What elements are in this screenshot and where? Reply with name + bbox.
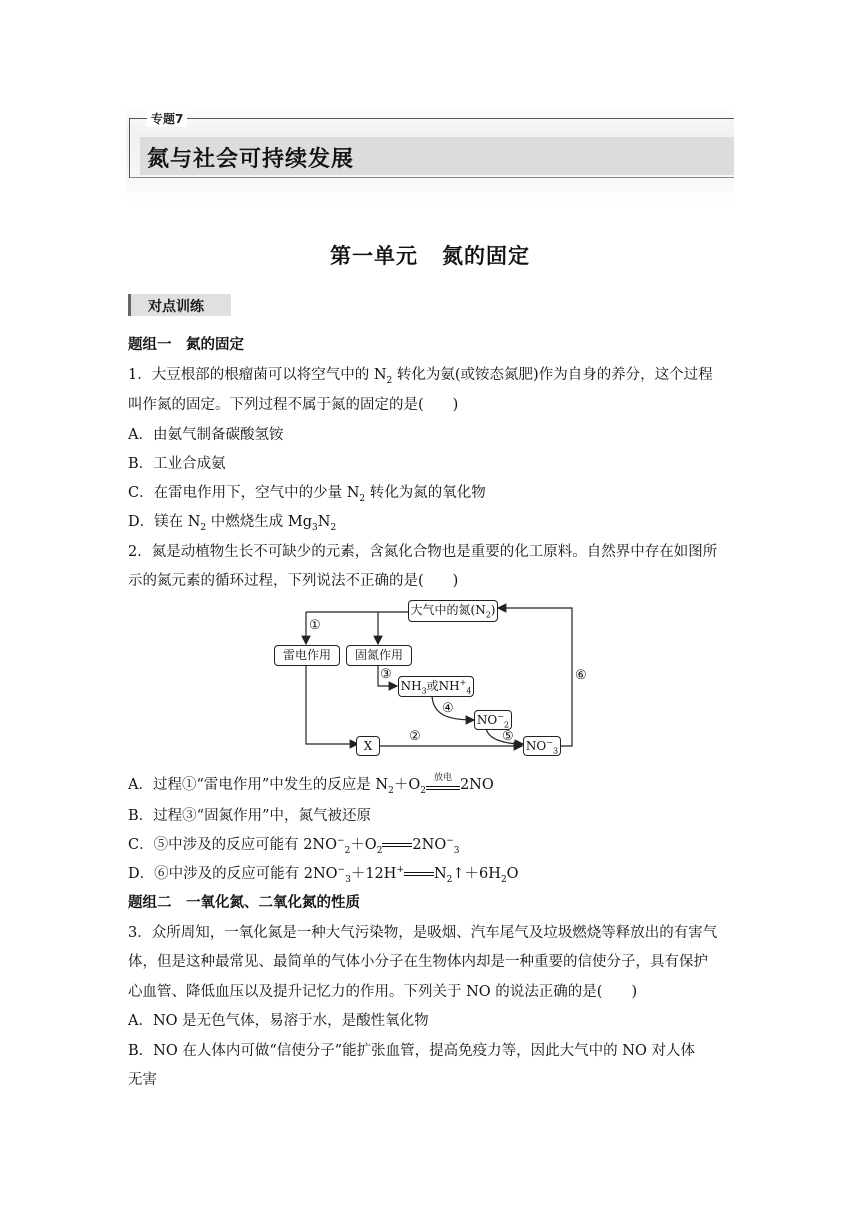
step-6-label: ⑥ — [575, 668, 587, 683]
step-1-label: ① — [309, 618, 321, 633]
option-c: C．⑤中涉及的反应可能有 $2NO^-_2+O_2$ $2NO^-_3$ — [128, 836, 460, 856]
topic-number: 专题7 — [147, 110, 187, 127]
group-label: 题组二 — [128, 895, 172, 911]
group-heading — [128, 335, 244, 355]
header-bottom-rule — [129, 177, 734, 178]
option-b: B．工业合成氨 — [128, 456, 226, 472]
option-c: C．在雷电作用下，空气中的少量 $N_2$ 转化为氮的氧化物 — [128, 485, 486, 504]
equals-sign — [404, 869, 434, 879]
group-heading — [128, 893, 360, 913]
option-b: B．过程③“固氮作用”中，氮气被还原 — [128, 808, 371, 824]
step-3-label: ③ — [380, 667, 392, 682]
equals-sign — [382, 840, 412, 850]
step-2-label: ② — [409, 729, 421, 744]
reaction-condition: 放电 — [426, 778, 460, 792]
unit-number: 第一单元 — [330, 244, 418, 268]
question-stem: 心血管、降低血压以及提升记忆力的作用。下列关于 NO 的说法正确的是( ) — [128, 984, 638, 1000]
option-b: B．NO 在人体内可做“信使分子”能扩张血管，提高免疫力等，因此大气中的 NO 对人体 — [128, 1043, 695, 1059]
arrow-to-x — [306, 665, 358, 744]
group-name: 一氧化氮、二氧化氮的性质 — [186, 895, 360, 911]
chapter-title: 氮与社会可持续发展 — [147, 147, 355, 172]
step-5-label: ⑤ — [502, 729, 514, 744]
option-a: A．NO 是无色气体，易溶于水，是酸性氧化物 — [128, 1013, 429, 1029]
fixation-box: 固氮作用 — [346, 645, 412, 666]
question-stem: 叫作氮的固定。下列过程不属于氮的固定的是( ) — [128, 397, 459, 413]
unit-name: 氮的固定 — [442, 244, 530, 268]
section-tag-label: 对点训练 — [148, 299, 204, 315]
atmosphere-nitrogen-box: 大气中的氮$(N_2)$ — [408, 600, 498, 622]
question-stem: 1．大豆根部的根瘤菌可以将空气中的 $N_2$ 转化为氨(或铵态氮肥)作为自身的养分，这个过程 — [128, 367, 713, 386]
option-a: A．过程①“雷电作用”中发生的反应是 $N_2+O_2$ 放电 2NO — [128, 773, 494, 796]
group-name: 氮的固定 — [186, 337, 244, 353]
option-d: D．⑥中涉及的反应可能有 $2NO^-_3+12H^+$ $N_2↑+6H_2O$ — [128, 865, 519, 885]
ammonia-ammonium-box: $NH_3$或$NH^+_4$ — [398, 676, 474, 697]
step-4-label: ④ — [442, 701, 454, 716]
option-d: D．镁在 $N_2$ 中燃烧生成 $Mg_3N_2$ — [128, 514, 337, 533]
question-stem: 示的氮元素的循环过程，下列说法不正确的是( ) — [128, 573, 459, 589]
lightning-box: 雷电作用 — [274, 645, 340, 666]
x-box: X — [356, 736, 380, 756]
option-a: A．由氨气制备碳酸氢铵 — [128, 427, 284, 443]
question-stem: 3．众所周知，一氧化氮是一种大气污染物，是吸烟、汽车尾气及垃圾燃烧等释放出的有害气 — [128, 925, 718, 941]
question-stem: 体，但是这种最常见、最简单的气体小分子在生物体内却是一种重要的信使分子，具有保护 — [128, 954, 708, 970]
unit-title — [0, 240, 860, 270]
section-tag — [128, 294, 231, 316]
nitrate-box: $NO^-_3$ — [523, 736, 561, 756]
group-label: 题组一 — [128, 337, 172, 353]
question-stem: 2．氮是动植物生长不可缺少的元素，含氮化合物也是重要的化工原料。自然界中存在如图所 — [128, 544, 718, 560]
option-b-continued: 无害 — [128, 1072, 157, 1088]
header-left-rule — [129, 118, 130, 178]
nitrite-box: $NO^-_2$ — [474, 710, 512, 730]
nitrogen-cycle-diagram — [270, 598, 600, 760]
header-top-rule — [129, 118, 734, 119]
